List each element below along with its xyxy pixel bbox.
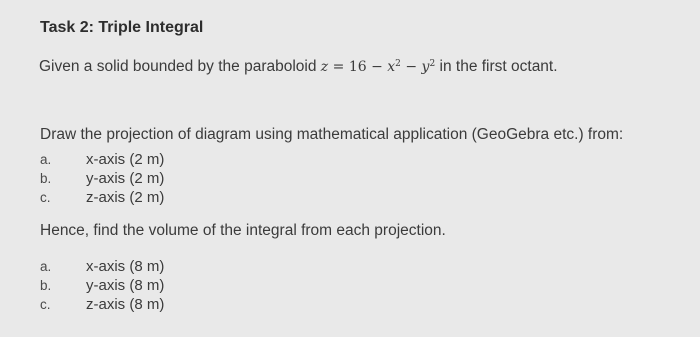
list-item <box>40 295 164 314</box>
paraboloid-equation: $z = 16 - x^2 - y^2$ <box>320 59 436 75</box>
hence-text: Hence, find the volume of the integral from each projection. <box>40 222 446 239</box>
list-item <box>40 150 164 169</box>
given-prefix: Given a solid bounded by the paraboloid <box>39 58 317 75</box>
instruction-text: Draw the projection of diagram using mathematical application (GeoGebra etc.) from: <box>40 126 624 143</box>
item-text: y-axis (8 m) <box>86 277 165 294</box>
item-label: a. <box>40 259 52 274</box>
item-label: b. <box>40 278 52 293</box>
task-title: Task 2: Triple Integral <box>40 19 204 36</box>
item-label: c. <box>40 297 51 312</box>
list-item <box>40 188 164 207</box>
list-item <box>40 169 164 188</box>
item-text: z-axis (8 m) <box>86 296 165 313</box>
item-text: z-axis (2 m) <box>86 189 165 206</box>
item-label: b. <box>40 171 52 186</box>
item-label: c. <box>40 190 51 205</box>
item-text: x-axis (8 m) <box>86 258 165 275</box>
given-suffix: in the first octant. <box>439 58 558 75</box>
volume-list <box>40 257 164 314</box>
projection-list <box>40 150 164 207</box>
item-label: a. <box>40 152 52 167</box>
item-text: y-axis (2 m) <box>86 170 165 187</box>
list-item <box>40 257 164 276</box>
given-statement <box>39 58 558 76</box>
item-text: x-axis (2 m) <box>86 151 165 168</box>
list-item <box>40 276 164 295</box>
